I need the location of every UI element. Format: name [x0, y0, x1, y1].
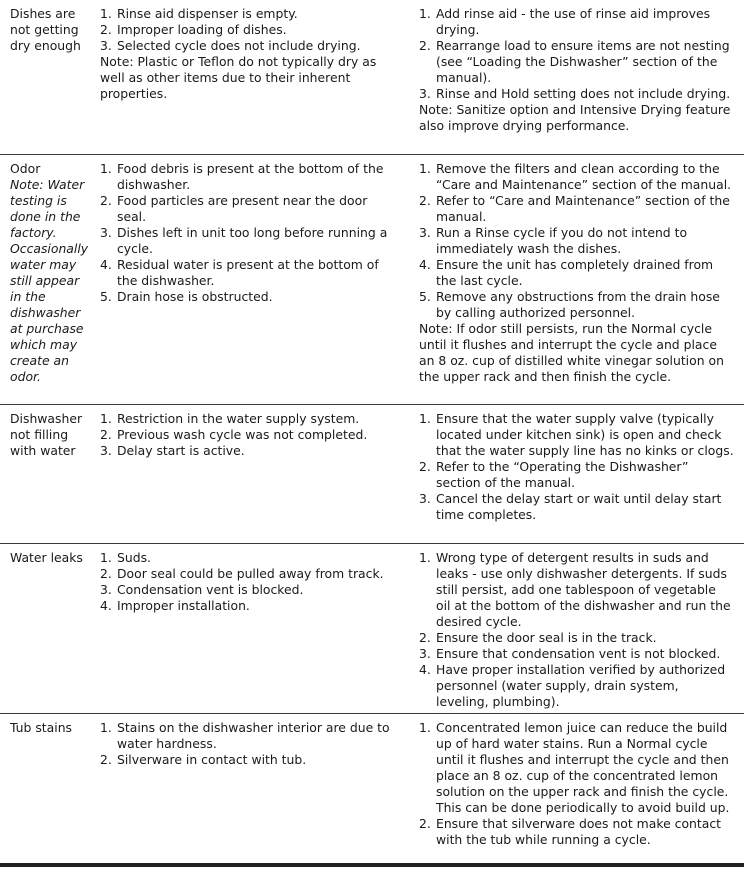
list-item: 1. Restriction in the water supply system. [100, 411, 360, 426]
list-item: 2. Ensure the door seal is in the track. [419, 630, 657, 645]
problem-title: Odor [10, 161, 41, 176]
list-item: 2. Silverware in contact with tub. [100, 752, 307, 767]
list-item: 3. Run a Rinse cycle if you do not intend to immediately wash the dishes. [419, 225, 688, 256]
problem-cell [10, 411, 92, 459]
causes-cell [100, 411, 400, 459]
list-item: 4. Residual water is present at the bottom of the dishwasher. [100, 257, 379, 288]
solutions-cell [419, 6, 734, 134]
list-item: 4. Improper installation. [100, 598, 250, 613]
solutions-cell [419, 550, 734, 710]
list-item: 1. Stains on the dishwasher interior are due to water hardness. [100, 720, 390, 751]
problem-title: Water leaks [10, 550, 83, 565]
list-item: 2. Ensure that silverware does not make contact with the tub while running a cycle. [419, 816, 721, 847]
list-item: 4. Have proper installation verified by authorized personnel (water supply, drain system, leveling, plumbing). [419, 662, 726, 709]
causes-list [100, 720, 400, 768]
list-item: 3. Delay start is active. [100, 443, 245, 458]
table-row [0, 405, 744, 544]
list-item: 2. Improper loading of dishes. [100, 22, 287, 37]
table-row [0, 714, 744, 864]
list-item: 3. Condensation vent is blocked. [100, 582, 304, 597]
list-item: 2. Rearrange load to ensure items are not nesting (see “Loading the Dishwasher” section of the manual). [419, 38, 730, 85]
list-item: 1. Food debris is present at the bottom of the dishwasher. [100, 161, 384, 192]
list-item: 3. Cancel the delay start or wait until delay start time completes. [419, 491, 722, 522]
solutions-list [419, 6, 734, 102]
causes-list [100, 411, 400, 459]
problem-cell [10, 550, 92, 566]
causes-list [100, 161, 400, 305]
list-item: 3. Rinse and Hold setting does not include drying. [419, 86, 731, 101]
causes-cell [100, 161, 400, 305]
table-row [0, 544, 744, 714]
problem-title: Tub stains [10, 720, 73, 735]
causes-cell [100, 550, 400, 614]
solution-note: Note: If odor still persists, run the Normal cycle until it flushes and interrupt the cycle and place an 8 oz. cup of distilled white vinegar solution on the upper rack and then finish the cycle. [419, 321, 724, 384]
solutions-list [419, 720, 734, 848]
list-item: 1. Add rinse aid - the use of rinse aid improves drying. [419, 6, 711, 37]
list-item: 2. Door seal could be pulled away from track. [100, 566, 384, 581]
list-item: 2. Previous wash cycle was not completed. [100, 427, 368, 442]
list-item: 1. Concentrated lemon juice can reduce the build up of hard water stains. Run a Normal cycle until it flushes and interrupt the cycle and then place an 8 oz. cup of the concentrated lemon solution on the upper rack and finish the cycle. This can be done periodically to avoid build up. [419, 720, 730, 815]
list-item: 5. Remove any obstructions from the drain hose by calling authorized personnel. [419, 289, 720, 320]
causes-list [100, 550, 400, 614]
list-item: 2. Refer to “Care and Maintenance” section of the manual. [419, 193, 730, 224]
causes-cell [100, 720, 400, 768]
table-row [0, 155, 744, 405]
causes-list [100, 6, 400, 54]
list-item: 1. Ensure that the water supply valve (typically located under kitchen sink) is open and check that the water supply line has no kinks or clogs. [419, 411, 734, 458]
list-item: 1. Wrong type of detergent results in suds and leaks - use only dishwasher detergents. If suds still persist, add one tablespoon of vegetable oil at the bottom of the dishwasher and run the desired cycle. [419, 550, 731, 629]
list-item: 2. Refer to the “Operating the Dishwasher” section of the manual. [419, 459, 689, 490]
problem-cell [10, 720, 92, 736]
solutions-list [419, 161, 734, 321]
causes-cell [100, 6, 400, 102]
solution-note: Note: Sanitize option and Intensive Drying feature also improve drying performance. [419, 102, 731, 133]
solutions-cell [419, 161, 734, 385]
list-item: 1. Rinse aid dispenser is empty. [100, 6, 298, 21]
problem-note: Note: Water testing is done in the factory. Occasionally water may still appear in the dishwasher at purchase which may create an odor. [10, 177, 89, 384]
problem-title: Dishes are not getting dry enough [10, 6, 81, 53]
list-item: 1. Remove the filters and clean according to the “Care and Maintenance” section of the manual. [419, 161, 732, 192]
list-item: 4. Ensure the unit has completely drained from the last cycle. [419, 257, 714, 288]
solutions-list [419, 550, 734, 710]
table-row [0, 0, 744, 155]
list-item: 1. Suds. [100, 550, 151, 565]
solutions-cell [419, 411, 734, 523]
problem-cell [10, 161, 92, 385]
list-item: 3. Dishes left in unit too long before running a cycle. [100, 225, 388, 256]
list-item: 5. Drain hose is obstructed. [100, 289, 273, 304]
list-item: 2. Food particles are present near the door seal. [100, 193, 368, 224]
problem-title: Dishwasher not filling with water [10, 411, 83, 458]
solutions-list [419, 411, 734, 523]
list-item: 3. Ensure that condensation vent is not blocked. [419, 646, 721, 661]
table-bottom-rule [0, 863, 744, 867]
list-item: 3. Selected cycle does not include drying. [100, 38, 361, 53]
cause-note: Note: Plastic or Teflon do not typically dry as well as other items due to their inherent properties. [100, 54, 377, 101]
problem-cell [10, 6, 92, 54]
solutions-cell [419, 720, 734, 848]
